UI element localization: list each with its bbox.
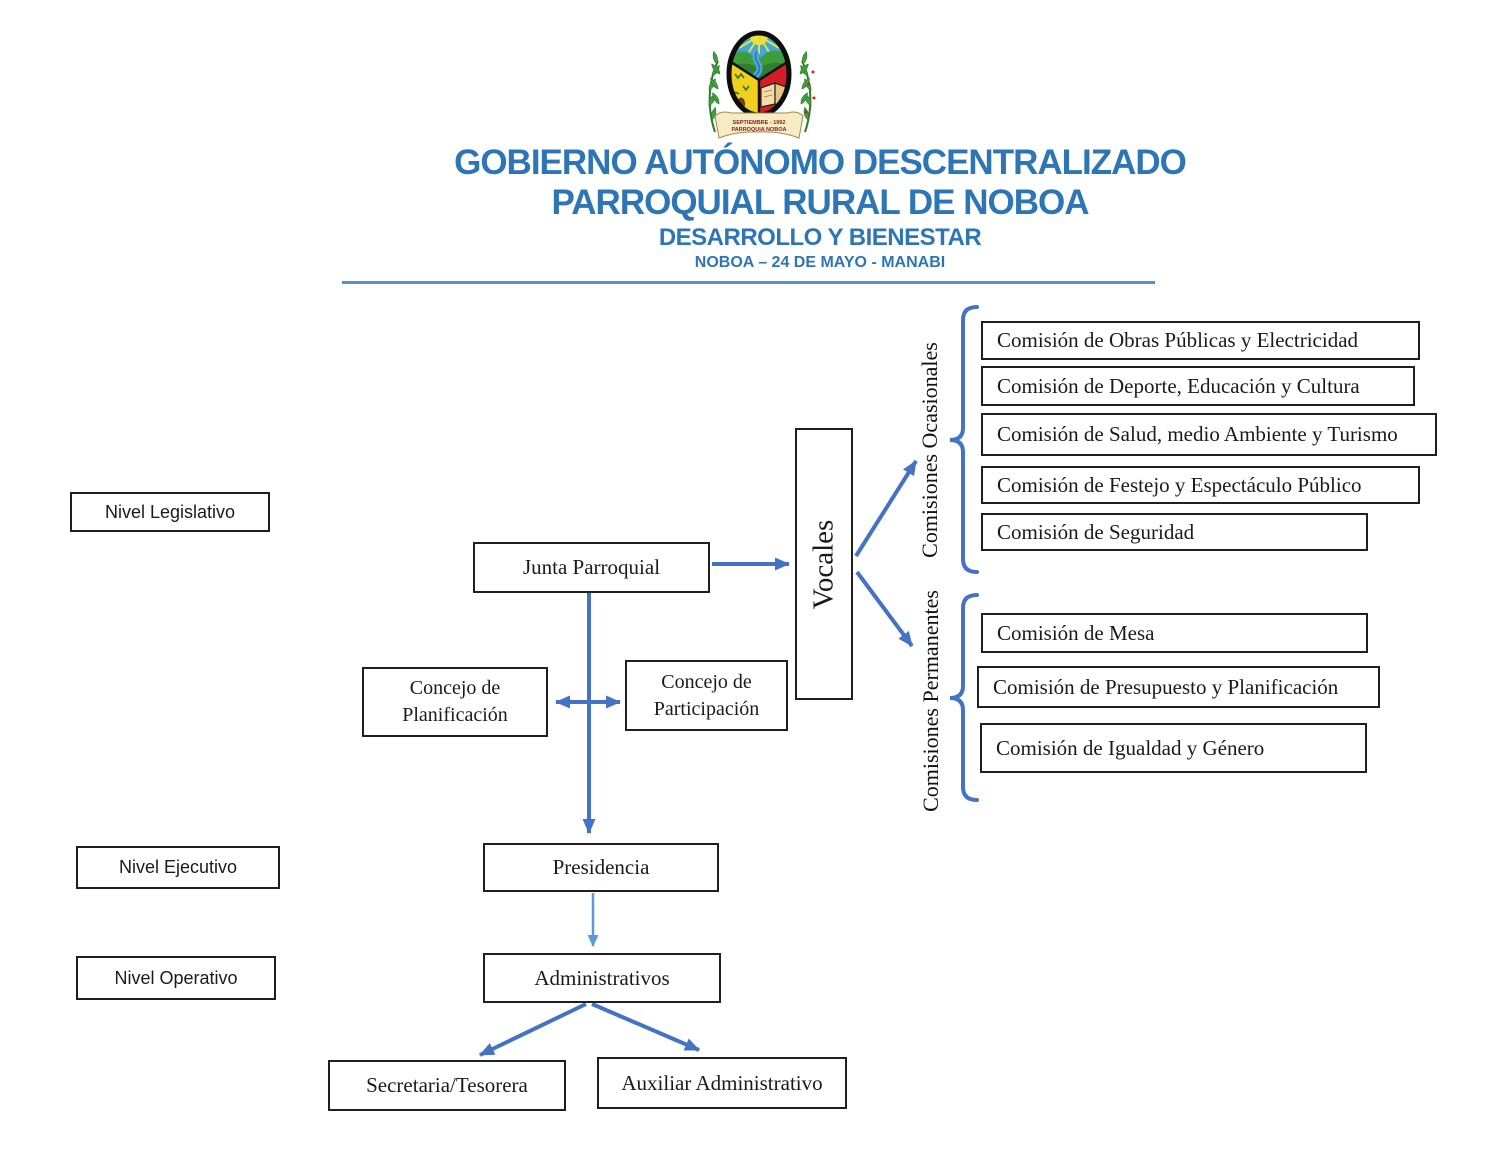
svg-text:SEPTIEMBRE - 1992: SEPTIEMBRE - 1992 bbox=[732, 120, 786, 126]
node-concejo-planificacion bbox=[362, 667, 548, 737]
commission-label: Comisión de Igualdad y Género bbox=[996, 735, 1265, 760]
group-label-comisiones-permanentes bbox=[914, 590, 948, 812]
level-label: Nivel Ejecutivo bbox=[118, 857, 238, 877]
node-presidencia bbox=[483, 843, 719, 892]
commission-obras-publicas bbox=[981, 321, 1420, 360]
node-junta-parroquial bbox=[473, 542, 710, 593]
node-label: Administrativos bbox=[534, 965, 670, 990]
commission-label: Comisión de Presupuesto y Planificación bbox=[993, 674, 1339, 699]
commission-label: Comisión de Deporte, Educación y Cultura bbox=[997, 373, 1360, 398]
commission-festejo-espectaculo bbox=[981, 466, 1420, 504]
subtitle: DESARROLLO Y BIENESTAR bbox=[658, 224, 982, 251]
commission-presupuesto-planificacion bbox=[977, 666, 1380, 708]
node-auxiliar-administrativo bbox=[597, 1057, 847, 1109]
node-label: Presidencia bbox=[552, 855, 650, 879]
brace-comisiones-ocasionales bbox=[950, 307, 977, 572]
header-rule bbox=[342, 281, 1155, 284]
group-label-text: Comisiones Permanentes bbox=[918, 590, 943, 812]
node-label: Auxiliar Administrativo bbox=[621, 1070, 823, 1095]
node-label: Vocales bbox=[807, 519, 840, 609]
node-label: Secretaria/Tesorera bbox=[366, 1073, 528, 1097]
title-line-1: GOBIERNO AUTÓNOMO DESCENTRALIZADO bbox=[454, 143, 1186, 182]
arrow-administrativos-to-secretaria bbox=[480, 1004, 586, 1055]
commission-label: Comisión de Mesa bbox=[997, 620, 1155, 645]
group-label-comisiones-ocasionales bbox=[913, 342, 947, 558]
arrow-vocales-to-permanentes bbox=[857, 572, 912, 646]
commission-seguridad bbox=[981, 513, 1368, 551]
commission-deporte-educacion-cultura bbox=[981, 366, 1415, 406]
group-label-text: Comisiones Ocasionales bbox=[917, 342, 943, 558]
title-line-2: PARROQUIAL RURAL DE NOBOA bbox=[551, 183, 1089, 222]
node-administrativos bbox=[483, 953, 721, 1003]
commission-label: Comisión de Salud, medio Ambiente y Turismo bbox=[997, 422, 1398, 446]
arrow-administrativos-to-auxiliar bbox=[592, 1004, 699, 1050]
level-label: Nivel Legislativo bbox=[104, 501, 236, 522]
level-box-legislativo bbox=[70, 492, 270, 532]
commission-salud-ambiente-turismo bbox=[981, 413, 1437, 456]
node-label: Junta Parroquial bbox=[522, 555, 661, 579]
node-concejo-participacion bbox=[625, 660, 788, 731]
svg-text:PARROQUIA NOBOA: PARROQUIA NOBOA bbox=[731, 127, 787, 133]
commission-igualdad-genero bbox=[980, 723, 1367, 773]
node-label: Concejo de Planificación bbox=[402, 677, 508, 726]
level-label: Nivel Operativo bbox=[114, 967, 238, 988]
level-box-operativo bbox=[76, 956, 276, 1000]
commission-label: Comisión de Festejo y Espectáculo Público bbox=[997, 472, 1362, 497]
location-line: NOBOA – 24 DE MAYO - MANABI bbox=[694, 254, 946, 271]
emblem-shield bbox=[721, 27, 797, 120]
parish-emblem-icon bbox=[693, 14, 827, 142]
node-secretaria-tesorera bbox=[328, 1060, 566, 1111]
header-title-block bbox=[340, 143, 1300, 273]
commission-mesa bbox=[981, 613, 1368, 653]
level-box-ejecutivo bbox=[76, 846, 280, 889]
arrow-vocales-to-ocasionales bbox=[856, 461, 916, 556]
node-label: Concejo de Participación bbox=[653, 670, 760, 720]
node-vocales bbox=[795, 428, 853, 700]
brace-comisiones-permanentes bbox=[950, 595, 977, 800]
emblem-banner bbox=[715, 112, 803, 138]
commission-label: Comisión de Obras Públicas y Electricidad bbox=[997, 328, 1359, 352]
commission-label: Comisión de Seguridad bbox=[997, 519, 1195, 544]
